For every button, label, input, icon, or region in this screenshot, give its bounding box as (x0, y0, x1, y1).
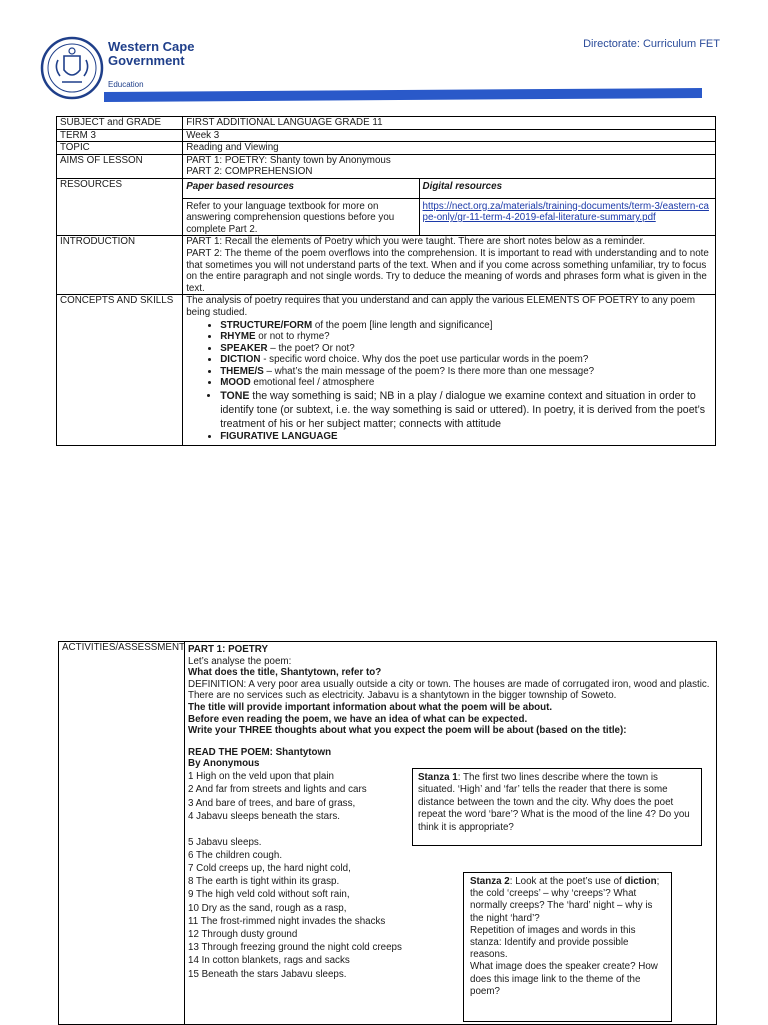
stanza-2-note-box (463, 872, 672, 1022)
poem-line: 4 Jabavu sleeps beneath the stars. (188, 811, 340, 823)
topic-value: Reading and Viewing (183, 142, 716, 155)
digital-resource-link[interactable]: https://nect.org.za/materials/training-documents/term-3/eastern-cape-only/gr-11-term-4-2019-efal-literature-summary.pdf (422, 200, 709, 224)
row-aims (57, 154, 716, 178)
introduction-value (183, 236, 716, 295)
poem-line: 2 And far from streets and lights and cars (188, 784, 367, 796)
org-name-line1: Western Cape (108, 39, 195, 54)
aims-label: AIMS OF LESSON (57, 154, 183, 178)
poem-line: 13 Through freezing ground the night cold creeps (188, 942, 402, 954)
bold-note-3: Write your THREE thoughts about what you expect the poem will be about (based on the title): (188, 725, 627, 737)
org-sub: Education (108, 80, 144, 89)
poem-line: 8 The earth is tight within its grasp. (188, 876, 340, 888)
list-item: • DICTION - specific word choice. Why dos the poet use particular words in the poem? (220, 354, 712, 366)
concepts-value (183, 295, 716, 445)
subject-value: FIRST ADDITIONAL LANGUAGE GRADE 11 (183, 117, 716, 130)
lets-analyse: Let’s analyse the poem: (188, 655, 292, 667)
resources-label: RESOURCES (57, 178, 183, 235)
directorate-label: Directorate: Curriculum FET (583, 38, 720, 50)
paper-resources-text: Refer to your language textbook for more on answering comprehension questions before you complete Part 2. (183, 198, 419, 236)
intro-part2: PART 2: The theme of the poem overflows into the comprehension. It is important to read with understanding and to note that sometimes you will not understand parts of the text. When and if you come across something unfamiliar, try to focus on the entire paragraph and not single words. Try to deduce the meaning of words and phrases form what is given in the text. (186, 247, 709, 294)
diction-term: diction (624, 876, 657, 887)
poem-line: 15 Beneath the stars Jabavu sleeps. (188, 968, 347, 980)
part-title: PART 1: POETRY (188, 644, 269, 655)
poem-line: 1 High on the veld upon that plain (188, 770, 334, 782)
concepts-label: CONCEPTS AND SKILLS (57, 295, 183, 445)
list-item: • FIGURATIVE LANGUAGE (220, 431, 712, 443)
stanza-1-note-text: : The first two lines describe where the town is situated. ‘High’ and ‘far’ tells the reader that there is some distance between the town and the city. Why does the poet repeat the word ‘bare’? What is the mood of the line 4? Do you think it is appropriate? (418, 772, 690, 833)
org-name-line2: Government (108, 53, 185, 68)
lesson-plan-table (56, 116, 716, 446)
bold-note-1: The title will provide important information about what the poem will be about. (188, 701, 553, 713)
term-label: TERM 3 (57, 129, 183, 142)
poem-line: 10 Dry as the sand, rough as a rasp, (188, 902, 347, 914)
row-resources-header (57, 178, 716, 198)
header-band (104, 88, 702, 102)
row-introduction (57, 236, 716, 295)
intro-part1: PART 1: Recall the elements of Poetry which you were taught. There are short notes below as a reminder. (186, 236, 646, 248)
poem-line: 12 Through dusty ground (188, 928, 298, 940)
stanza-2-note-label: Stanza 2 (470, 876, 510, 887)
list-item: • STRUCTURE/FORM of the poem [line length and significance] (220, 320, 712, 332)
row-topic (57, 142, 716, 155)
row-concepts (57, 295, 716, 445)
poem-line: 9 The high veld cold without soft rain, (188, 889, 350, 901)
definition: DEFINITION: A very poor area usually outside a city or town. The houses are made of corrugated iron, wood and plastic. There are no services such as electricity. Jabavu is a shantytown in the bigger township of Soweto. (188, 678, 710, 702)
stanza-1-note-label: Stanza 1 (418, 772, 458, 783)
list-item: • RHYME or not to rhyme? (220, 331, 712, 343)
poem-line: 7 Cold creeps up, the hard night cold, (188, 862, 351, 874)
introduction-label: INTRODUCTION (57, 236, 183, 295)
concepts-intro: The analysis of poetry requires that you understand and can apply the various ELEMENTS OF POETRY to any poem being studied. (186, 295, 695, 318)
list-item: • TONE the way something is said; NB in a play / dialogue we examine context and situation in order to identify tone (or subtext, i.e. the way something is said or uttered). In poetry, it is derived from the poet’s treatment of his or her subject matter; connects with attitude (220, 389, 712, 431)
coat-of-arms-logo (40, 36, 104, 100)
stanza-2-note-image: What image does the speaker create? How does this image link to the theme of the poem? (470, 961, 658, 997)
stanza-2-note-text: : Look at the poet’s use of (509, 876, 625, 887)
poem-line: 3 And bare of trees, and bare of grass, (188, 797, 356, 809)
row-subject (57, 117, 716, 130)
list-item: • THEME/S – what’s the main message of the poem? Is there more than one message? (220, 366, 712, 378)
topic-label: TOPIC (57, 142, 183, 155)
poem-line: 14 In cotton blankets, rags and sacks (188, 955, 350, 967)
bold-note-2: Before even reading the poem, we have an idea of what can be expected. (188, 713, 528, 725)
activities-label: ACTIVITIES/ASSESSMENT (59, 642, 185, 1025)
list-item: • MOOD emotional feel / atmosphere (220, 377, 712, 389)
list-item: • SPEAKER – the poet? Or not? (220, 343, 712, 355)
poem-author: By Anonymous (188, 758, 260, 770)
poem-line: 6 The children cough. (188, 849, 283, 861)
stanza-1-note-box (412, 768, 702, 846)
aims-part1: PART 1: POETRY: Shanty town by Anonymous (186, 154, 391, 166)
subject-label: SUBJECT and GRADE (57, 117, 183, 130)
read-poem-title: READ THE POEM: Shantytown (188, 746, 332, 758)
aims-value (183, 154, 716, 178)
term-value: Week 3 (183, 129, 716, 142)
brand-block (108, 40, 194, 89)
digital-resources-header: Digital resources (419, 178, 715, 198)
poem-line: 11 The frost-rimmed night invades the shacks (188, 915, 386, 927)
title-question: What does the title, Shantytown, refer to? (188, 667, 382, 679)
row-term (57, 129, 716, 142)
stanza-2-note-text-2: ; the cold ‘creeps’ – why ‘creeps’? What normally creeps? The ‘hard’ night – why is the night ‘hard’? (470, 876, 660, 924)
stanza-2-note-repetition: Repetition of images and words in this stanza: Identify and provide possible reasons. (470, 924, 636, 961)
paper-resources-header: Paper based resources (183, 178, 419, 198)
elements-list (186, 320, 712, 443)
aims-part2: PART 2: COMPREHENSION (186, 166, 313, 178)
poem-line: 5 Jabavu sleeps. (188, 836, 262, 848)
digital-resources-cell (419, 198, 715, 236)
